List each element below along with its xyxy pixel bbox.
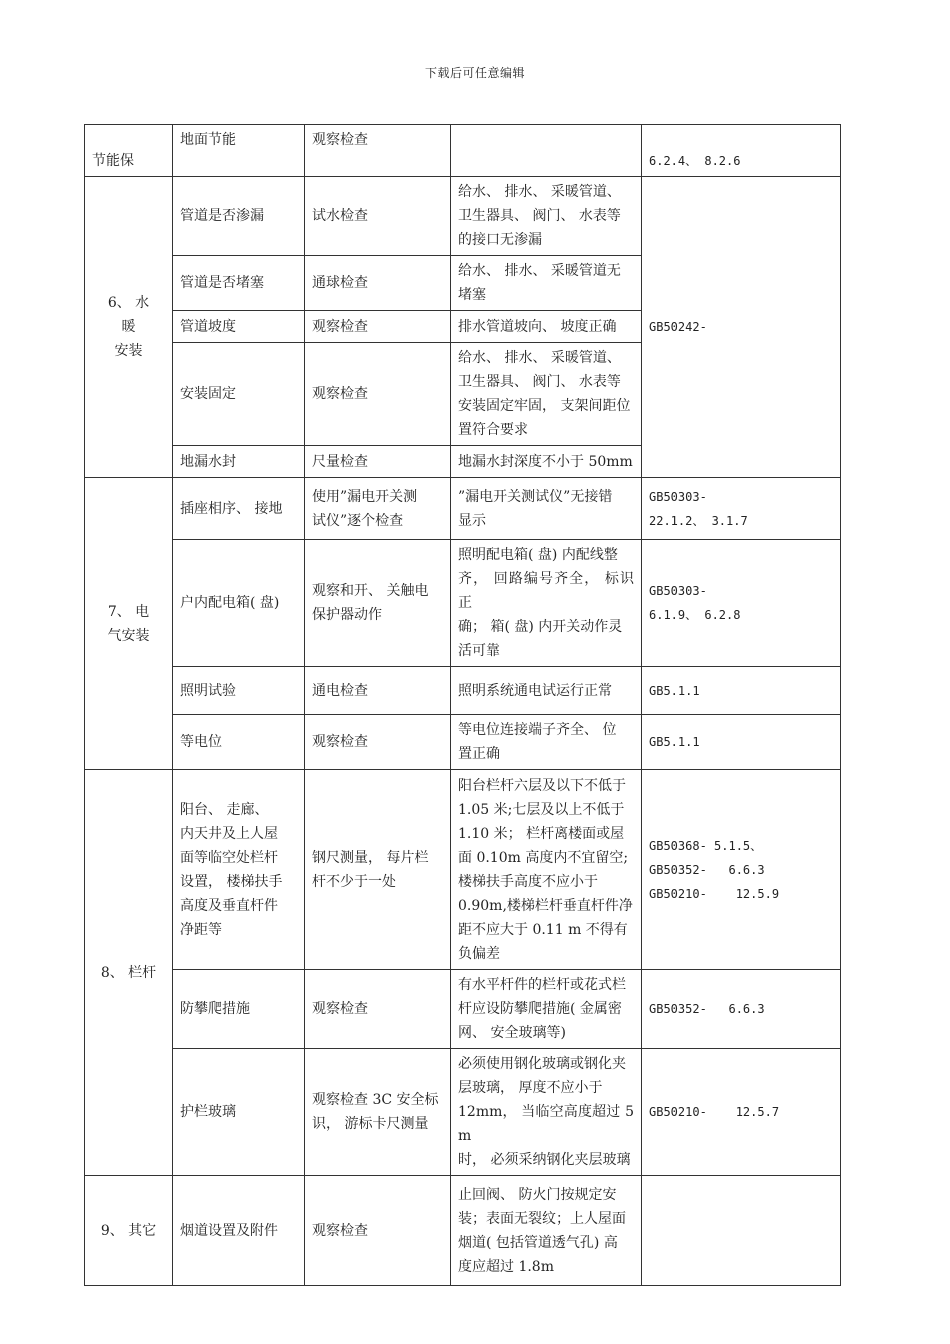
standard-cell: GB50303- 22.1.2、 3.1.7 — [642, 478, 841, 540]
method-cell: 尺量检查 — [305, 446, 451, 478]
item-cell: 地漏水封 — [173, 446, 305, 478]
category-cell: 8、 栏杆 — [85, 770, 173, 1176]
item-cell: 烟道设置及附件 — [173, 1176, 305, 1286]
item-cell: 管道是否渗漏 — [173, 177, 305, 256]
standard-cell: GB5.1.1 — [642, 715, 841, 770]
category-cell: 6、 水 暖 安装 — [85, 177, 173, 478]
table-row — [85, 1176, 841, 1286]
requirement-cell: 等电位连接端子齐全、 位 置正确 — [451, 715, 642, 770]
method-cell: 观察检查 — [305, 715, 451, 770]
standard-cell: GB50352- 6.6.3 — [642, 970, 841, 1049]
inspection-table — [84, 124, 841, 1286]
standard-cell: GB50303- 6.1.9、 6.2.8 — [642, 540, 841, 667]
method-cell: 观察检查 3C 安全标 识， 游标卡尺测量 — [305, 1049, 451, 1176]
table-row — [85, 177, 841, 256]
standard-cell: GB5.1.1 — [642, 667, 841, 715]
method-cell: 通电检查 — [305, 667, 451, 715]
method-cell: 通球检查 — [305, 256, 451, 311]
standard-cell: GB50242- — [642, 177, 841, 478]
item-cell: 安装固定 — [173, 343, 305, 446]
requirement-cell: 排水管道坡向、 坡度正确 — [451, 311, 642, 343]
method-cell: 观察和开、 关触电 保护器动作 — [305, 540, 451, 667]
method-cell: 钢尺测量， 每片栏 杆不少于一处 — [305, 770, 451, 970]
standard-cell: GB50368- 5.1.5、 GB50352- 6.6.3 GB50210- 12.5.9 — [642, 770, 841, 970]
requirement-cell: 给水、 排水、 采暖管道、 卫生器具、 阀门、 水表等 安装固定牢固， 支架间距位 置符合要求 — [451, 343, 642, 446]
method-cell: 观察检查 — [305, 970, 451, 1049]
requirement-cell: 有水平杆件的栏杆或花式栏 杆应设防攀爬措施( 金属密 网、 安全玻璃等) — [451, 970, 642, 1049]
item-cell: 管道坡度 — [173, 311, 305, 343]
method-cell: 观察检查 — [305, 311, 451, 343]
method-cell: 观察检查 — [305, 125, 451, 177]
table-row — [85, 970, 841, 1049]
category-cell: 9、 其它 — [85, 1176, 173, 1286]
requirement-cell: 给水、 排水、 采暖管道、 卫生器具、 阀门、 水表等 的接口无渗漏 — [451, 177, 642, 256]
item-cell: 地面节能 — [173, 125, 305, 177]
requirement-cell: 地漏水封深度不小于 50mm — [451, 446, 642, 478]
requirement-cell: 止回阀、 防火门按规定安 装；表面无裂纹；上人屋面 烟道( 包括管道透气孔) 高 度应超过 1.8m — [451, 1176, 642, 1286]
item-cell: 照明试验 — [173, 667, 305, 715]
method-cell: 试水检查 — [305, 177, 451, 256]
requirement-cell: ”漏电开关测试仪”无接错 显示 — [451, 478, 642, 540]
table-row — [85, 715, 841, 770]
standard-cell: 6.2.4、 8.2.6 — [642, 125, 841, 177]
method-cell: 观察检查 — [305, 343, 451, 446]
requirement-cell: 给水、 排水、 采暖管道无 堵塞 — [451, 256, 642, 311]
table-row — [85, 125, 841, 177]
item-cell: 插座相序、 接地 — [173, 478, 305, 540]
method-cell: 观察检查 — [305, 1176, 451, 1286]
item-cell: 管道是否堵塞 — [173, 256, 305, 311]
category-cell: 节能保 — [85, 125, 173, 177]
table-row — [85, 540, 841, 667]
item-cell: 护栏玻璃 — [173, 1049, 305, 1176]
requirement-cell — [451, 125, 642, 177]
requirement-cell: 照明系统通电试运行正常 — [451, 667, 642, 715]
item-cell: 等电位 — [173, 715, 305, 770]
page-header: 下载后可任意编辑 — [424, 66, 525, 80]
standard-cell — [642, 1176, 841, 1286]
method-cell: 使用”漏电开关测 试仪”逐个检查 — [305, 478, 451, 540]
category-cell: 7、 电 气安装 — [85, 478, 173, 770]
standard-cell: GB50210- 12.5.7 — [642, 1049, 841, 1176]
table-row — [85, 478, 841, 540]
requirement-cell: 必须使用钢化玻璃或钢化夹 层玻璃， 厚度不应小于 12mm， 当临空高度超过 5 m 时， 必须采纳钢化夹层玻璃 — [451, 1049, 642, 1176]
item-cell: 防攀爬措施 — [173, 970, 305, 1049]
item-cell: 户内配电箱( 盘) — [173, 540, 305, 667]
item-cell: 阳台、 走廊、 内天井及上人屋 面等临空处栏杆 设置， 楼梯扶手 高度及垂直杆件 净距等 — [173, 770, 305, 970]
table-row — [85, 667, 841, 715]
requirement-cell: 照明配电箱( 盘) 内配线整 齐， 回路编号齐全， 标识正 确； 箱( 盘) 内开关动作灵 活可靠 — [451, 540, 642, 667]
requirement-cell: 阳台栏杆六层及以下不低于 1.05 米;七层及以上不低于 1.10 米； 栏杆离楼面或屋 面 0.10m 高度内不宜留空; 楼梯扶手高度不应小于 0.90m,楼梯栏杆垂直杆件净 距不应大于 0.11 m 不得有 负偏差 — [451, 770, 642, 970]
table-row — [85, 770, 841, 970]
table-row — [85, 1049, 841, 1176]
